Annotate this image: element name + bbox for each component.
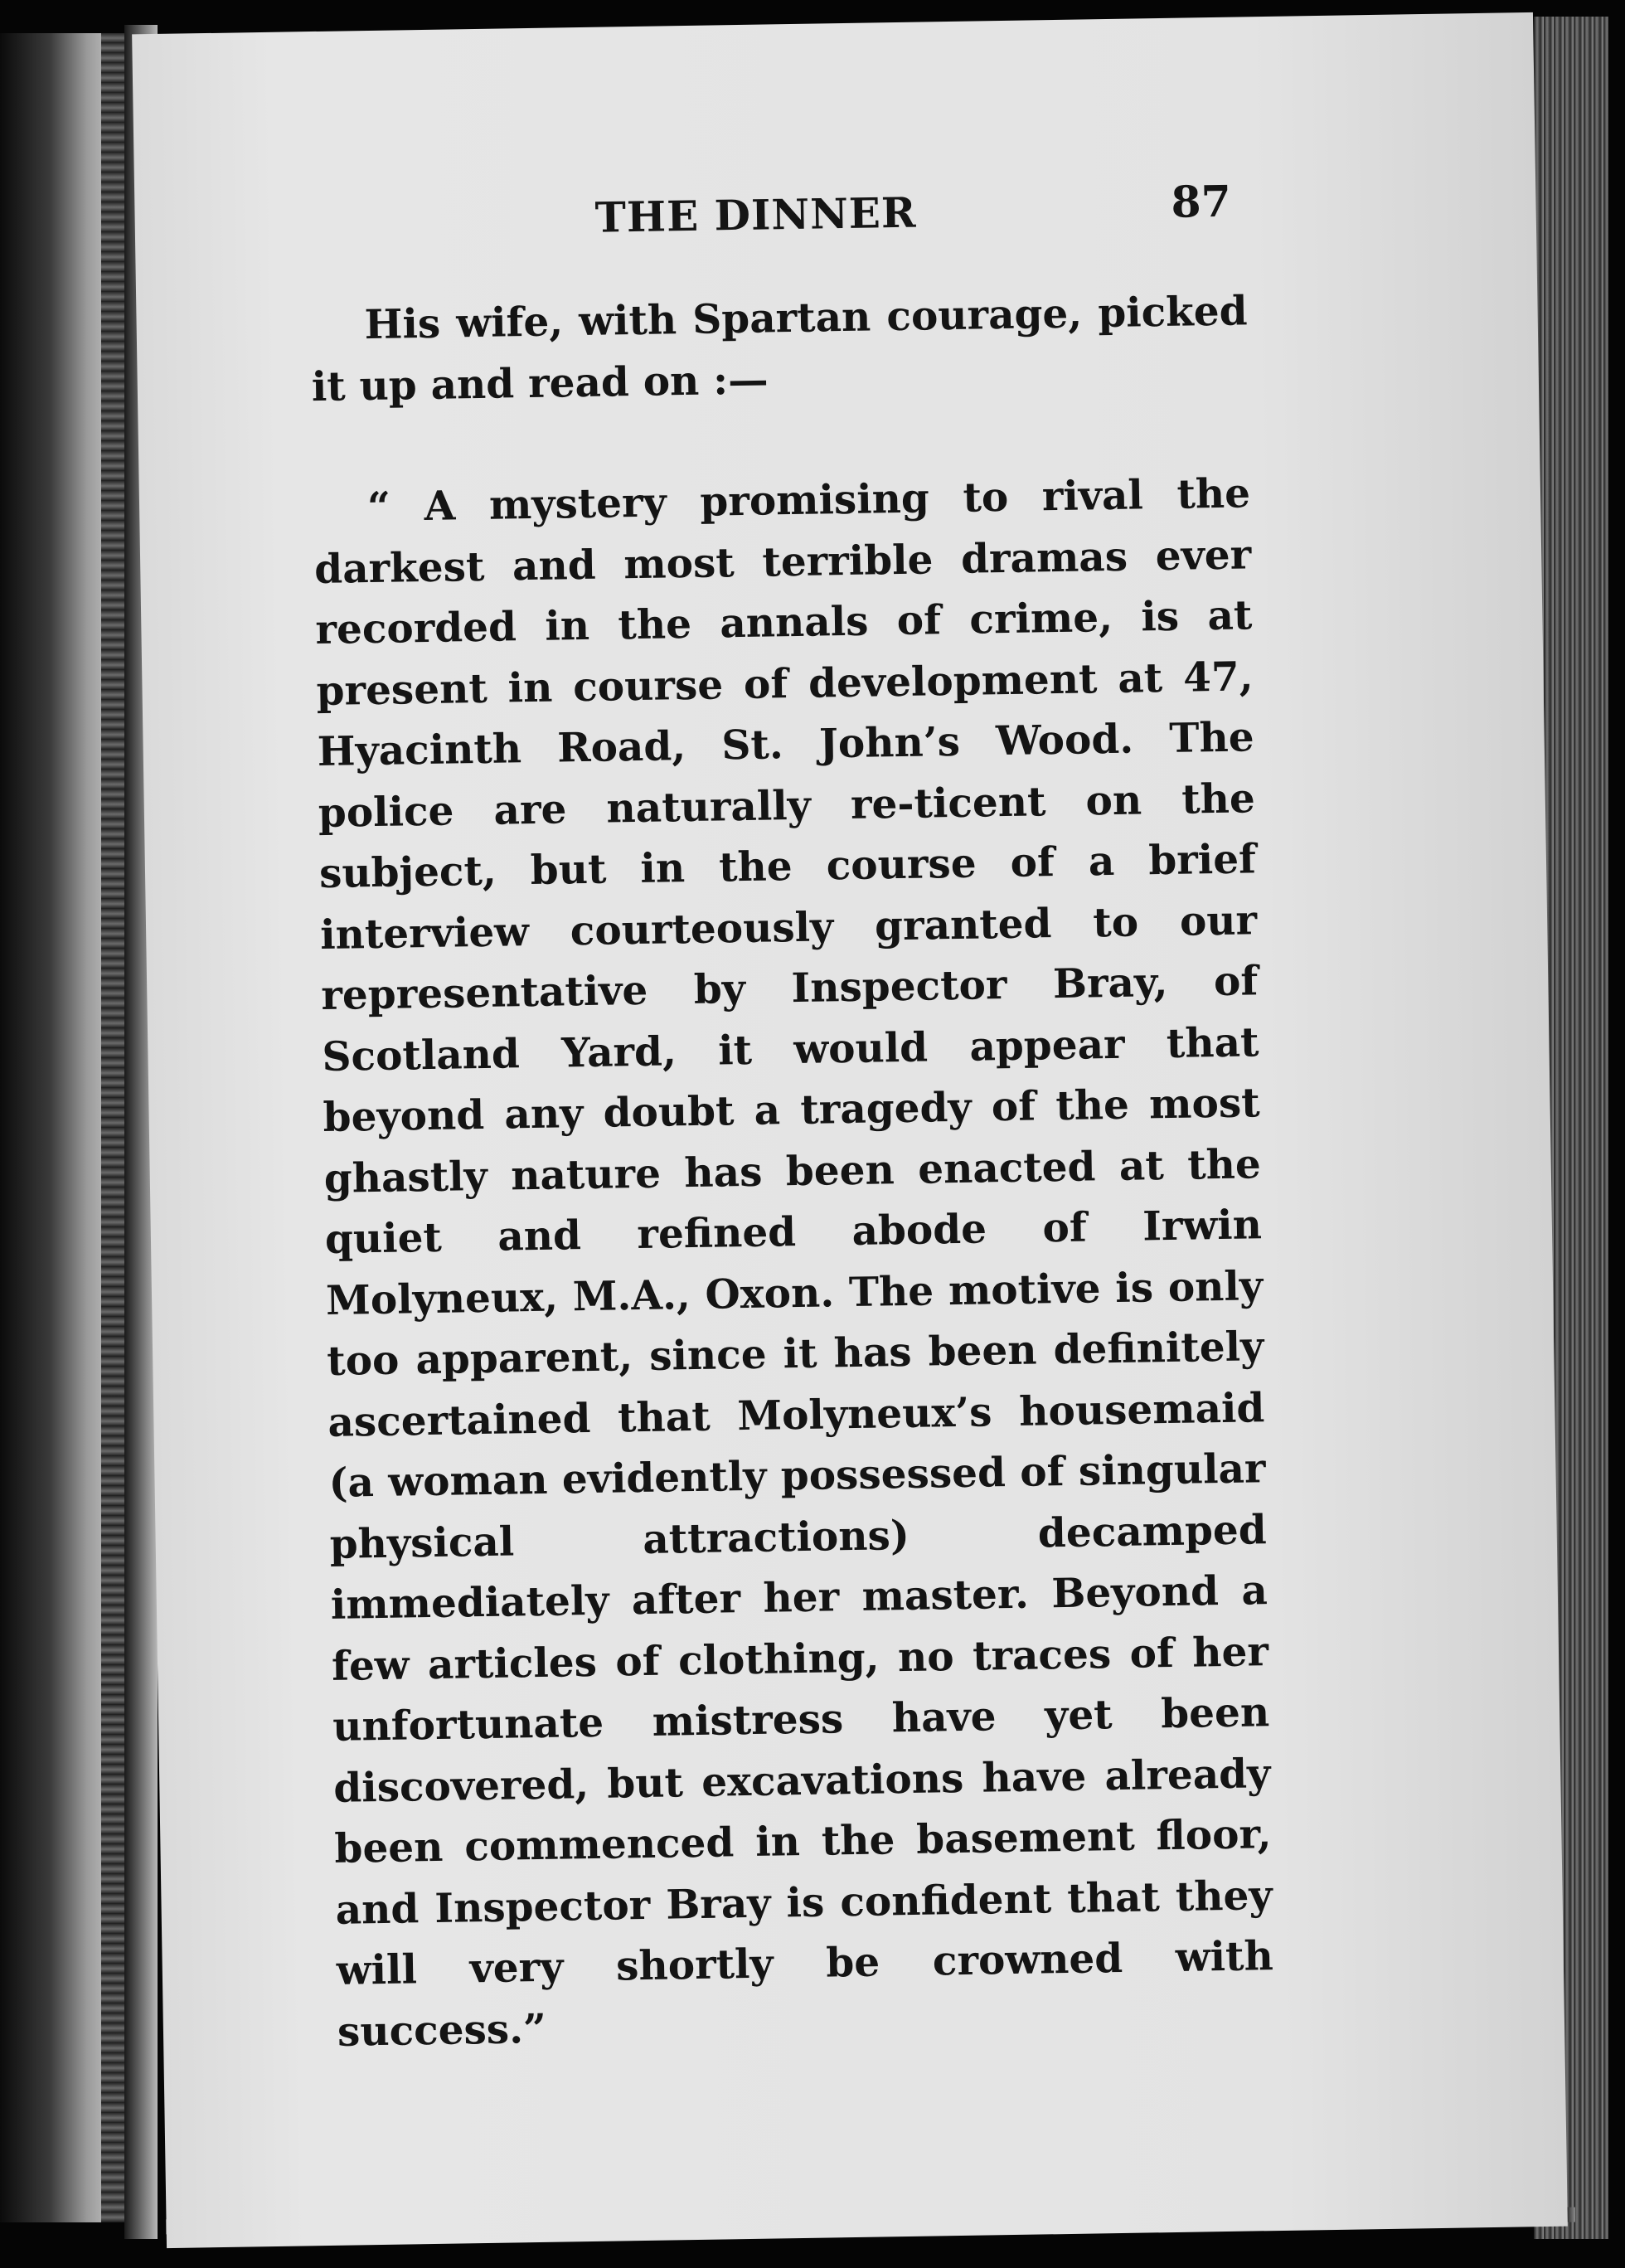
running-head: [134, 178, 1536, 267]
running-head-title: THE DINNER: [594, 187, 917, 242]
page-body-text: [310, 280, 1274, 2062]
paragraph-newspaper-quote: “ A mystery promising to rival the darkest and most terrible dramas ever recorded in the annals of crime, is at present in course of development at 47, Hyacinth Road, St. John’s Wood. The police are naturally re-ticent on the subject, but in the course of a brief interview courteously granted to our representative by Inspector Bray, of Scotland Yard, it would appear that beyond any doubt a tragedy of the most ghastly nature has been enacted at the quiet and refined abode of Irwin Molyneux, M.A., Oxon. The motive is only too apparent, since it has been definitely ascertained that Molyneux’s housemaid (a woman evidently possessed of singular physical attractions) decamped immediately after her master. Beyond a few articles of clothing, no traces of her unfortunate mistress have yet been discovered, but excavations have already been commenced in the basement floor, and Inspector Bray is confident that they will very shortly be crowned with success.”: [313, 469, 1274, 2056]
book-page: [132, 12, 1568, 2248]
paragraph-opening: His wife, with Spartan courage, picked it up and read on :—: [311, 287, 1248, 410]
page-number: 87: [1170, 176, 1232, 228]
left-page-edge: [0, 33, 124, 2222]
